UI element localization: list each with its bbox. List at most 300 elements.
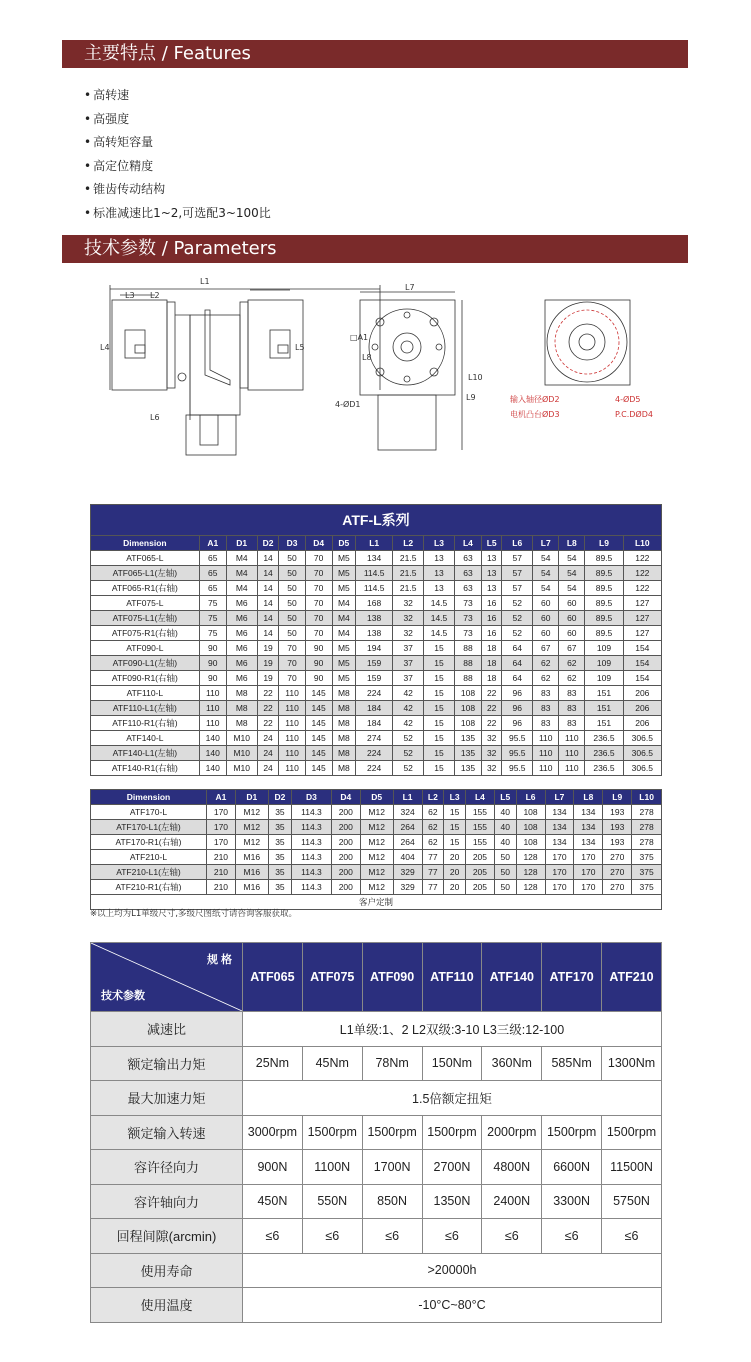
value-cell: 110 xyxy=(199,701,226,716)
value-cell: 110 xyxy=(279,686,305,701)
table-row xyxy=(91,761,662,776)
dim-label-l9: L9 xyxy=(466,393,476,402)
value-cell: 375 xyxy=(632,865,662,880)
table-row xyxy=(91,731,662,746)
spec-value: 2000rpm xyxy=(482,1115,542,1150)
dim-label-l5: L5 xyxy=(295,343,305,352)
spec-row xyxy=(91,1219,662,1254)
value-cell: 110 xyxy=(279,701,305,716)
value-cell: 278 xyxy=(632,835,662,850)
spec-value: 450N xyxy=(243,1184,303,1219)
value-cell: 64 xyxy=(502,656,533,671)
value-cell: M12 xyxy=(235,820,268,835)
value-cell: M5 xyxy=(332,551,355,566)
spec-value: ≤6 xyxy=(243,1219,303,1254)
model-cell: ATF065-L1(左轴) xyxy=(91,566,200,581)
value-cell: 110 xyxy=(533,761,559,776)
value-cell: 90 xyxy=(199,641,226,656)
corner-param-label: 技术参数 xyxy=(101,990,145,1002)
dim-label-l7: L7 xyxy=(405,283,415,292)
value-cell: 14 xyxy=(257,611,279,626)
feature-item: • 高定位精度 xyxy=(84,155,271,179)
value-cell: 70 xyxy=(279,656,305,671)
value-cell: 193 xyxy=(603,820,632,835)
value-cell: 170 xyxy=(545,880,574,895)
value-cell: 151 xyxy=(585,701,623,716)
value-cell: 145 xyxy=(305,761,332,776)
value-cell: 13 xyxy=(482,551,502,566)
value-cell: 324 xyxy=(393,805,422,820)
column-header: L9 xyxy=(585,536,623,551)
value-cell: M8 xyxy=(226,701,257,716)
table-row xyxy=(91,835,662,850)
value-cell: 70 xyxy=(279,641,305,656)
value-cell: 32 xyxy=(482,761,502,776)
value-cell: 88 xyxy=(454,656,481,671)
value-cell: 170 xyxy=(574,850,603,865)
value-cell: 96 xyxy=(502,686,533,701)
value-cell: 15 xyxy=(444,820,466,835)
model-cell: ATF210-L xyxy=(91,850,207,865)
table-row xyxy=(91,671,662,686)
value-cell: 264 xyxy=(393,820,422,835)
model-cell: ATF090-L xyxy=(91,641,200,656)
value-cell: 89.5 xyxy=(585,611,623,626)
spec-row xyxy=(91,1288,662,1323)
column-header: L10 xyxy=(632,790,662,805)
value-cell: 15 xyxy=(424,731,455,746)
spec-label: 减速比 xyxy=(91,1012,243,1047)
model-cell: ATF090-R1(右轴) xyxy=(91,671,200,686)
value-cell: M4 xyxy=(332,611,355,626)
model-cell: ATF075-L1(左轴) xyxy=(91,611,200,626)
value-cell: 77 xyxy=(422,850,444,865)
value-cell: 114.3 xyxy=(292,805,332,820)
spec-value: 850N xyxy=(362,1184,422,1219)
value-cell: 52 xyxy=(502,596,533,611)
value-cell: 35 xyxy=(268,880,291,895)
spec-row xyxy=(91,1012,662,1047)
value-cell: 109 xyxy=(585,671,623,686)
value-cell: 170 xyxy=(206,820,235,835)
value-cell: 154 xyxy=(623,671,661,686)
value-cell: M10 xyxy=(226,746,257,761)
model-header: ATF210 xyxy=(602,943,662,1012)
spec-label: 容许径向力 xyxy=(91,1150,243,1185)
value-cell: 15 xyxy=(424,656,455,671)
value-cell: 60 xyxy=(533,611,559,626)
value-cell: 114.3 xyxy=(292,820,332,835)
value-cell: 15 xyxy=(424,716,455,731)
value-cell: 13 xyxy=(482,581,502,596)
technical-drawing xyxy=(90,270,670,470)
value-cell: 70 xyxy=(305,551,332,566)
value-cell: 14 xyxy=(257,581,279,596)
value-cell: M4 xyxy=(226,566,257,581)
value-cell: M4 xyxy=(226,581,257,596)
value-cell: 108 xyxy=(454,686,481,701)
value-cell: 62 xyxy=(533,671,559,686)
value-cell: 62 xyxy=(422,820,444,835)
value-cell: 404 xyxy=(393,850,422,865)
value-cell: 57 xyxy=(502,581,533,596)
value-cell: 32 xyxy=(393,596,424,611)
spec-value: ≤6 xyxy=(362,1219,422,1254)
value-cell: 170 xyxy=(574,865,603,880)
value-cell: 145 xyxy=(305,731,332,746)
spec-value: 6600N xyxy=(542,1150,602,1185)
value-cell: 110 xyxy=(279,746,305,761)
spec-corner xyxy=(91,943,243,1012)
spec-value: ≤6 xyxy=(542,1219,602,1254)
value-cell: 206 xyxy=(623,701,661,716)
value-cell: 13 xyxy=(424,581,455,596)
spec-value: 1500rpm xyxy=(602,1115,662,1150)
value-cell: 32 xyxy=(482,731,502,746)
column-header: L1 xyxy=(393,790,422,805)
value-cell: 83 xyxy=(533,686,559,701)
value-cell: 151 xyxy=(585,716,623,731)
value-cell: 170 xyxy=(545,865,574,880)
value-cell: 15 xyxy=(444,835,466,850)
value-cell: 54 xyxy=(559,581,585,596)
value-cell: 194 xyxy=(356,641,393,656)
value-cell: 375 xyxy=(632,850,662,865)
value-cell: M8 xyxy=(332,731,355,746)
value-cell: 155 xyxy=(465,835,494,850)
value-cell: 200 xyxy=(331,835,360,850)
dim-label-d1: 4-ØD1 xyxy=(335,400,361,409)
feature-item: • 标准减速比1~2,可选配3~100比 xyxy=(84,202,271,226)
value-cell: 205 xyxy=(465,880,494,895)
value-cell: 90 xyxy=(199,656,226,671)
value-cell: 20 xyxy=(444,850,466,865)
value-cell: 278 xyxy=(632,805,662,820)
table-row xyxy=(91,551,662,566)
value-cell: 42 xyxy=(393,701,424,716)
value-cell: 89.5 xyxy=(585,551,623,566)
value-cell: 205 xyxy=(465,865,494,880)
value-cell: 62 xyxy=(422,805,444,820)
value-cell: 77 xyxy=(422,880,444,895)
value-cell: 128 xyxy=(516,880,545,895)
value-cell: 134 xyxy=(545,805,574,820)
value-cell: 110 xyxy=(533,731,559,746)
value-cell: 184 xyxy=(356,701,393,716)
model-header: ATF065 xyxy=(243,943,303,1012)
value-cell: 16 xyxy=(482,611,502,626)
column-header: D1 xyxy=(226,536,257,551)
value-cell: 50 xyxy=(494,880,516,895)
value-cell: 62 xyxy=(559,671,585,686)
spec-value: 150Nm xyxy=(422,1046,482,1081)
value-cell: 236.5 xyxy=(585,731,623,746)
spec-row xyxy=(91,1150,662,1185)
value-cell: 108 xyxy=(516,805,545,820)
value-cell: 60 xyxy=(533,596,559,611)
value-cell: 200 xyxy=(331,805,360,820)
value-cell: 18 xyxy=(482,656,502,671)
spec-label: 使用温度 xyxy=(91,1288,243,1323)
model-cell: ATF210-L1(左轴) xyxy=(91,865,207,880)
spec-value: 25Nm xyxy=(243,1046,303,1081)
value-cell: 128 xyxy=(516,850,545,865)
value-cell: 65 xyxy=(199,581,226,596)
value-cell: 64 xyxy=(502,641,533,656)
value-cell: 278 xyxy=(632,820,662,835)
dim-label-l10: L10 xyxy=(468,373,483,382)
model-cell: ATF170-R1(右轴) xyxy=(91,835,207,850)
table-title: ATF-L系列 xyxy=(91,505,662,536)
value-cell: 110 xyxy=(533,746,559,761)
feature-item: • 锥齿传动结构 xyxy=(84,178,271,202)
value-cell: 210 xyxy=(206,865,235,880)
value-cell: 14.5 xyxy=(424,626,455,641)
value-cell: 32 xyxy=(393,626,424,641)
value-cell: 168 xyxy=(356,596,393,611)
value-cell: 63 xyxy=(454,551,481,566)
value-cell: 170 xyxy=(206,805,235,820)
value-cell: M10 xyxy=(226,761,257,776)
value-cell: 206 xyxy=(623,716,661,731)
value-cell: 52 xyxy=(393,761,424,776)
value-cell: 13 xyxy=(482,566,502,581)
column-header: Dimension xyxy=(91,790,207,805)
value-cell: 114.3 xyxy=(292,865,332,880)
spec-value: 1350N xyxy=(422,1184,482,1219)
column-header: D2 xyxy=(268,790,291,805)
value-cell: 122 xyxy=(623,566,661,581)
spec-value: 45Nm xyxy=(302,1046,362,1081)
column-header: L9 xyxy=(603,790,632,805)
column-header: L8 xyxy=(559,536,585,551)
column-header: D2 xyxy=(257,536,279,551)
spec-row xyxy=(91,1115,662,1150)
value-cell: 60 xyxy=(559,611,585,626)
value-cell: 52 xyxy=(502,626,533,641)
column-header: L3 xyxy=(424,536,455,551)
value-cell: 110 xyxy=(279,716,305,731)
value-cell: 108 xyxy=(454,701,481,716)
value-cell: M12 xyxy=(360,820,393,835)
spec-label: 回程间隙(arcmin) xyxy=(91,1219,243,1254)
table-row xyxy=(91,746,662,761)
value-cell: 54 xyxy=(533,551,559,566)
value-cell: 40 xyxy=(494,820,516,835)
column-header: L1 xyxy=(356,536,393,551)
value-cell: 57 xyxy=(502,551,533,566)
parameters-header: 技术参数 / Parameters xyxy=(62,235,688,263)
value-cell: 95.5 xyxy=(502,731,533,746)
value-cell: M12 xyxy=(360,805,393,820)
column-header: Dimension xyxy=(91,536,200,551)
value-cell: 50 xyxy=(279,566,305,581)
value-cell: 52 xyxy=(393,731,424,746)
value-cell: 270 xyxy=(603,880,632,895)
value-cell: 35 xyxy=(268,805,291,820)
value-cell: 73 xyxy=(454,596,481,611)
value-cell: 75 xyxy=(199,626,226,641)
value-cell: 127 xyxy=(623,596,661,611)
table-row xyxy=(91,596,662,611)
column-header: D3 xyxy=(279,536,305,551)
value-cell: 145 xyxy=(305,686,332,701)
value-cell: 134 xyxy=(545,835,574,850)
model-header: ATF140 xyxy=(482,943,542,1012)
value-cell: 32 xyxy=(393,611,424,626)
spec-label: 额定输出力矩 xyxy=(91,1046,243,1081)
value-cell: 22 xyxy=(257,686,279,701)
value-cell: 96 xyxy=(502,701,533,716)
table-row xyxy=(91,880,662,895)
feature-item: • 高强度 xyxy=(84,108,271,132)
value-cell: 54 xyxy=(559,551,585,566)
value-cell: 22 xyxy=(257,716,279,731)
column-header: D4 xyxy=(305,536,332,551)
feature-item: • 高转矩容量 xyxy=(84,131,271,155)
model-cell: ATF110-R1(右轴) xyxy=(91,716,200,731)
value-cell: M12 xyxy=(235,835,268,850)
value-cell: 145 xyxy=(305,716,332,731)
value-cell: M8 xyxy=(332,716,355,731)
value-cell: 75 xyxy=(199,596,226,611)
value-cell: 83 xyxy=(559,701,585,716)
value-cell: 110 xyxy=(559,731,585,746)
value-cell: M12 xyxy=(360,880,393,895)
value-cell: 62 xyxy=(559,656,585,671)
value-cell: 200 xyxy=(331,880,360,895)
model-header: ATF075 xyxy=(302,943,362,1012)
value-cell: 70 xyxy=(305,596,332,611)
value-cell: 159 xyxy=(356,671,393,686)
value-cell: 13 xyxy=(424,566,455,581)
value-cell: 154 xyxy=(623,641,661,656)
model-cell: ATF110-L xyxy=(91,686,200,701)
value-cell: 40 xyxy=(494,835,516,850)
value-cell: 200 xyxy=(331,820,360,835)
value-cell: 54 xyxy=(533,566,559,581)
value-cell: 200 xyxy=(331,850,360,865)
value-cell: M16 xyxy=(235,850,268,865)
dimension-table-2 xyxy=(90,789,662,910)
value-cell: M5 xyxy=(332,641,355,656)
value-cell: 83 xyxy=(533,716,559,731)
column-header: A1 xyxy=(199,536,226,551)
value-cell: 90 xyxy=(305,641,332,656)
value-cell: 114.3 xyxy=(292,850,332,865)
value-cell: 16 xyxy=(482,626,502,641)
table-note: ※以上均为L1单级尺寸,多级尺图纸寸请咨询客服获取。 xyxy=(90,909,297,919)
value-cell: 159 xyxy=(356,656,393,671)
model-cell: ATF170-L1(左轴) xyxy=(91,820,207,835)
value-cell: 110 xyxy=(559,746,585,761)
column-header: L4 xyxy=(465,790,494,805)
spec-row xyxy=(91,1046,662,1081)
dim-label-l8: L8 xyxy=(362,353,372,362)
value-cell: 270 xyxy=(603,850,632,865)
value-cell: 114.3 xyxy=(292,880,332,895)
value-cell: 19 xyxy=(257,656,279,671)
value-cell: 35 xyxy=(268,835,291,850)
value-cell: 200 xyxy=(331,865,360,880)
value-cell: M4 xyxy=(226,551,257,566)
value-cell: 50 xyxy=(279,626,305,641)
value-cell: 54 xyxy=(533,581,559,596)
value-cell: 14 xyxy=(257,596,279,611)
column-header: L7 xyxy=(533,536,559,551)
spec-label: 最大加速力矩 xyxy=(91,1081,243,1116)
value-cell: 138 xyxy=(356,611,393,626)
value-cell: 110 xyxy=(279,761,305,776)
value-cell: 15 xyxy=(424,746,455,761)
value-cell: 22 xyxy=(482,716,502,731)
value-cell: 62 xyxy=(422,835,444,850)
value-cell: 138 xyxy=(356,626,393,641)
column-header: L3 xyxy=(444,790,466,805)
value-cell: 20 xyxy=(444,865,466,880)
spec-value: 11500N xyxy=(602,1150,662,1185)
value-cell: 60 xyxy=(533,626,559,641)
dim-label-d3: 电机凸台ØD3 xyxy=(510,410,560,419)
value-cell: 50 xyxy=(494,850,516,865)
value-cell: 109 xyxy=(585,641,623,656)
value-cell: 52 xyxy=(502,611,533,626)
value-cell: 60 xyxy=(559,596,585,611)
model-cell: ATF140-R1(右轴) xyxy=(91,761,200,776)
value-cell: M10 xyxy=(226,731,257,746)
value-cell: 122 xyxy=(623,581,661,596)
value-cell: 114.5 xyxy=(356,581,393,596)
value-cell: 37 xyxy=(393,641,424,656)
value-cell: M8 xyxy=(226,686,257,701)
spec-row xyxy=(91,1081,662,1116)
value-cell: M8 xyxy=(332,701,355,716)
value-cell: 155 xyxy=(465,805,494,820)
value-cell: 67 xyxy=(533,641,559,656)
value-cell: 140 xyxy=(199,731,226,746)
model-cell: ATF140-L1(左轴) xyxy=(91,746,200,761)
column-header: L10 xyxy=(623,536,661,551)
value-cell: 35 xyxy=(268,865,291,880)
value-cell: 145 xyxy=(305,701,332,716)
column-header: L2 xyxy=(393,536,424,551)
column-header: L6 xyxy=(502,536,533,551)
value-cell: 236.5 xyxy=(585,746,623,761)
spec-value: >20000h xyxy=(243,1253,662,1288)
table-row xyxy=(91,611,662,626)
value-cell: 15 xyxy=(424,761,455,776)
dim-label-a1: □A1 xyxy=(350,333,369,342)
value-cell: 154 xyxy=(623,656,661,671)
value-cell: 83 xyxy=(559,686,585,701)
value-cell: M5 xyxy=(332,566,355,581)
value-cell: M6 xyxy=(226,656,257,671)
value-cell: 88 xyxy=(454,671,481,686)
value-cell: 270 xyxy=(603,865,632,880)
spec-label: 使用寿命 xyxy=(91,1253,243,1288)
value-cell: 375 xyxy=(632,880,662,895)
spec-table xyxy=(90,942,662,1323)
value-cell: 88 xyxy=(454,641,481,656)
value-cell: 65 xyxy=(199,551,226,566)
value-cell: M8 xyxy=(332,746,355,761)
value-cell: 96 xyxy=(502,716,533,731)
value-cell: 108 xyxy=(516,835,545,850)
value-cell: M5 xyxy=(332,656,355,671)
spec-value: 4800N xyxy=(482,1150,542,1185)
model-header: ATF090 xyxy=(362,943,422,1012)
value-cell: 52 xyxy=(393,746,424,761)
